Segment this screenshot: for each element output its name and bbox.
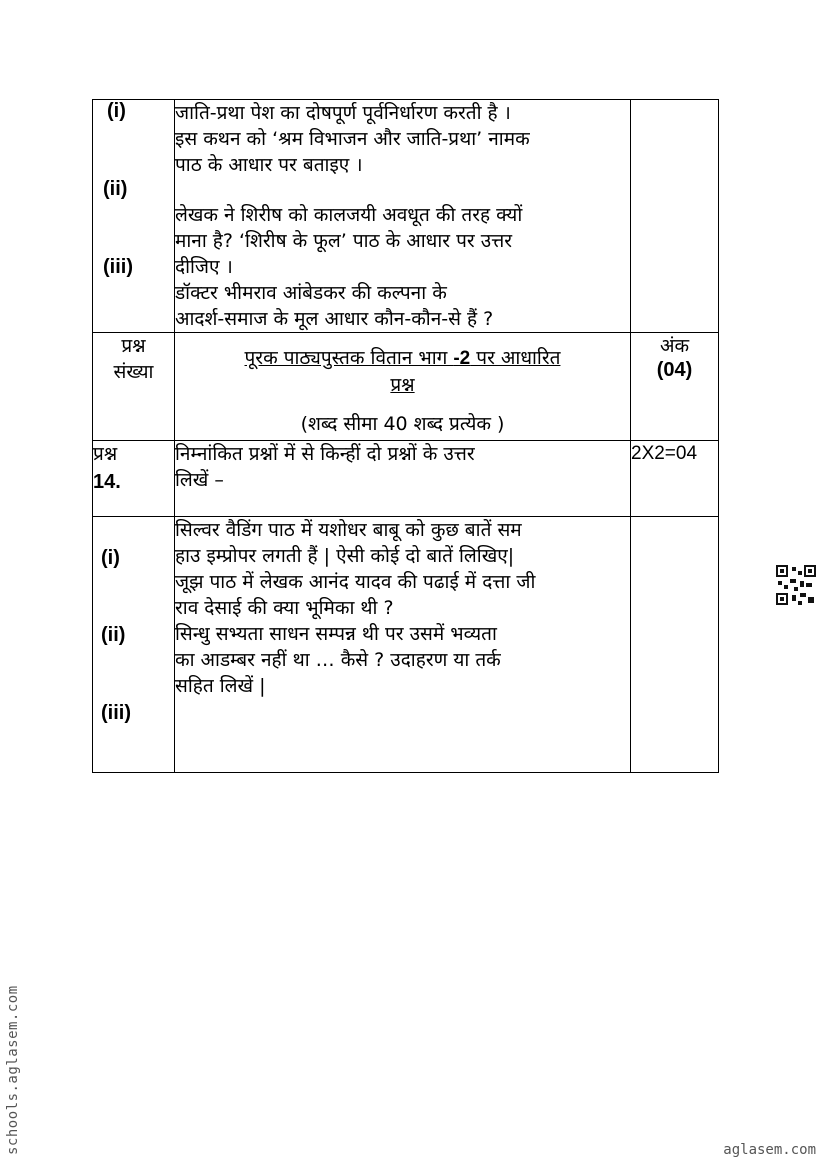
question-text [175,517,631,773]
question-table [92,99,719,773]
marks-header [631,333,719,441]
marks-cell [631,100,719,333]
header-label-line: संख्या [113,361,154,383]
section-title: पूरक पाठ्यपुस्तक वितान भाग -2 पर आधारित प्रश्न [244,347,561,396]
header-label-line: प्रश्न [121,335,146,357]
sub-question-numbers [93,100,175,333]
question-number-header [93,333,175,441]
question-number: 14. [93,471,121,493]
section-header-row [93,333,719,441]
question-line: हाउ इम्प्रोपर लगती हैं | ऐसी कोई दो बातें लिखिए| [175,545,515,567]
question-line: का आडम्बर नहीं था … कैसे ? उदाहरण या तर्क [175,649,501,671]
question-line: डॉक्टर भीमराव आंबेडकर की कल्पना के [175,282,447,304]
question-line: आदर्श-समाज के मूल आधार कौन-कौन-से हैं ? [175,308,494,330]
question-line: जूझ पाठ में लेखक आनंद यादव की पढाई में दत्ता जी [175,571,536,593]
question-line: पाठ के आधार पर बताइए । [175,154,363,176]
marks-label: अंक [659,335,690,357]
marks-cell [631,517,719,773]
footer-source: aglasem.com [723,1142,816,1158]
section-title-cell [175,333,631,441]
question-14-row [93,441,719,517]
question-line: सहित लिखें | [175,675,266,697]
sub-number: (i) [101,547,120,569]
question-block-14-parts [93,517,719,773]
sub-question-numbers [93,517,175,773]
question-text [175,100,631,333]
side-watermark: schools.aglasem.com [5,985,21,1155]
sub-number: (iii) [101,702,131,724]
question-line: सिल्वर वैडिंग पाठ में यशोधर बाबू को कुछ बातें सम [175,519,522,541]
question-line: लेखक ने शिरीष को कालजयी अवधूत की तरह क्यों [175,204,523,226]
question-instruction [175,441,631,517]
sub-number: (i) [107,100,126,122]
qr-code-icon [776,565,816,605]
question-line: जाति-प्रथा पेश का दोषपूर्ण पूर्वनिर्धारण करती है । [175,102,511,124]
sub-number: (ii) [101,624,126,646]
question-line: राव देसाई की क्या भूमिका थी ? [175,597,394,619]
question-line: इस कथन को ‘श्रम विभाजन और जाति-प्रथा’ नामक [175,128,530,150]
question-block-13 [93,100,719,333]
question-line: सिन्धु सभ्यता साधन सम्पन्न थी पर उसमें भव्यता [175,623,497,645]
question-line: दीजिए । [175,256,233,278]
question-line: माना है? ‘शिरीष के फूल’ पाठ के आधार पर उत्तर [175,230,513,252]
sub-number: (iii) [103,256,133,278]
word-limit: (शब्द सीमा 40 शब्द प्रत्येक ) [300,413,505,435]
instruction-line: निम्नांकित प्रश्नों में से किन्हीं दो प्रश्नों के उत्तर [175,443,475,465]
question-label: प्रश्न [93,443,118,465]
question-number-cell [93,441,175,517]
question-marks: 2X2=04 [631,441,719,517]
marks-value: (04) [656,359,693,381]
instruction-line: लिखें – [175,469,224,491]
sub-number: (ii) [103,178,128,200]
